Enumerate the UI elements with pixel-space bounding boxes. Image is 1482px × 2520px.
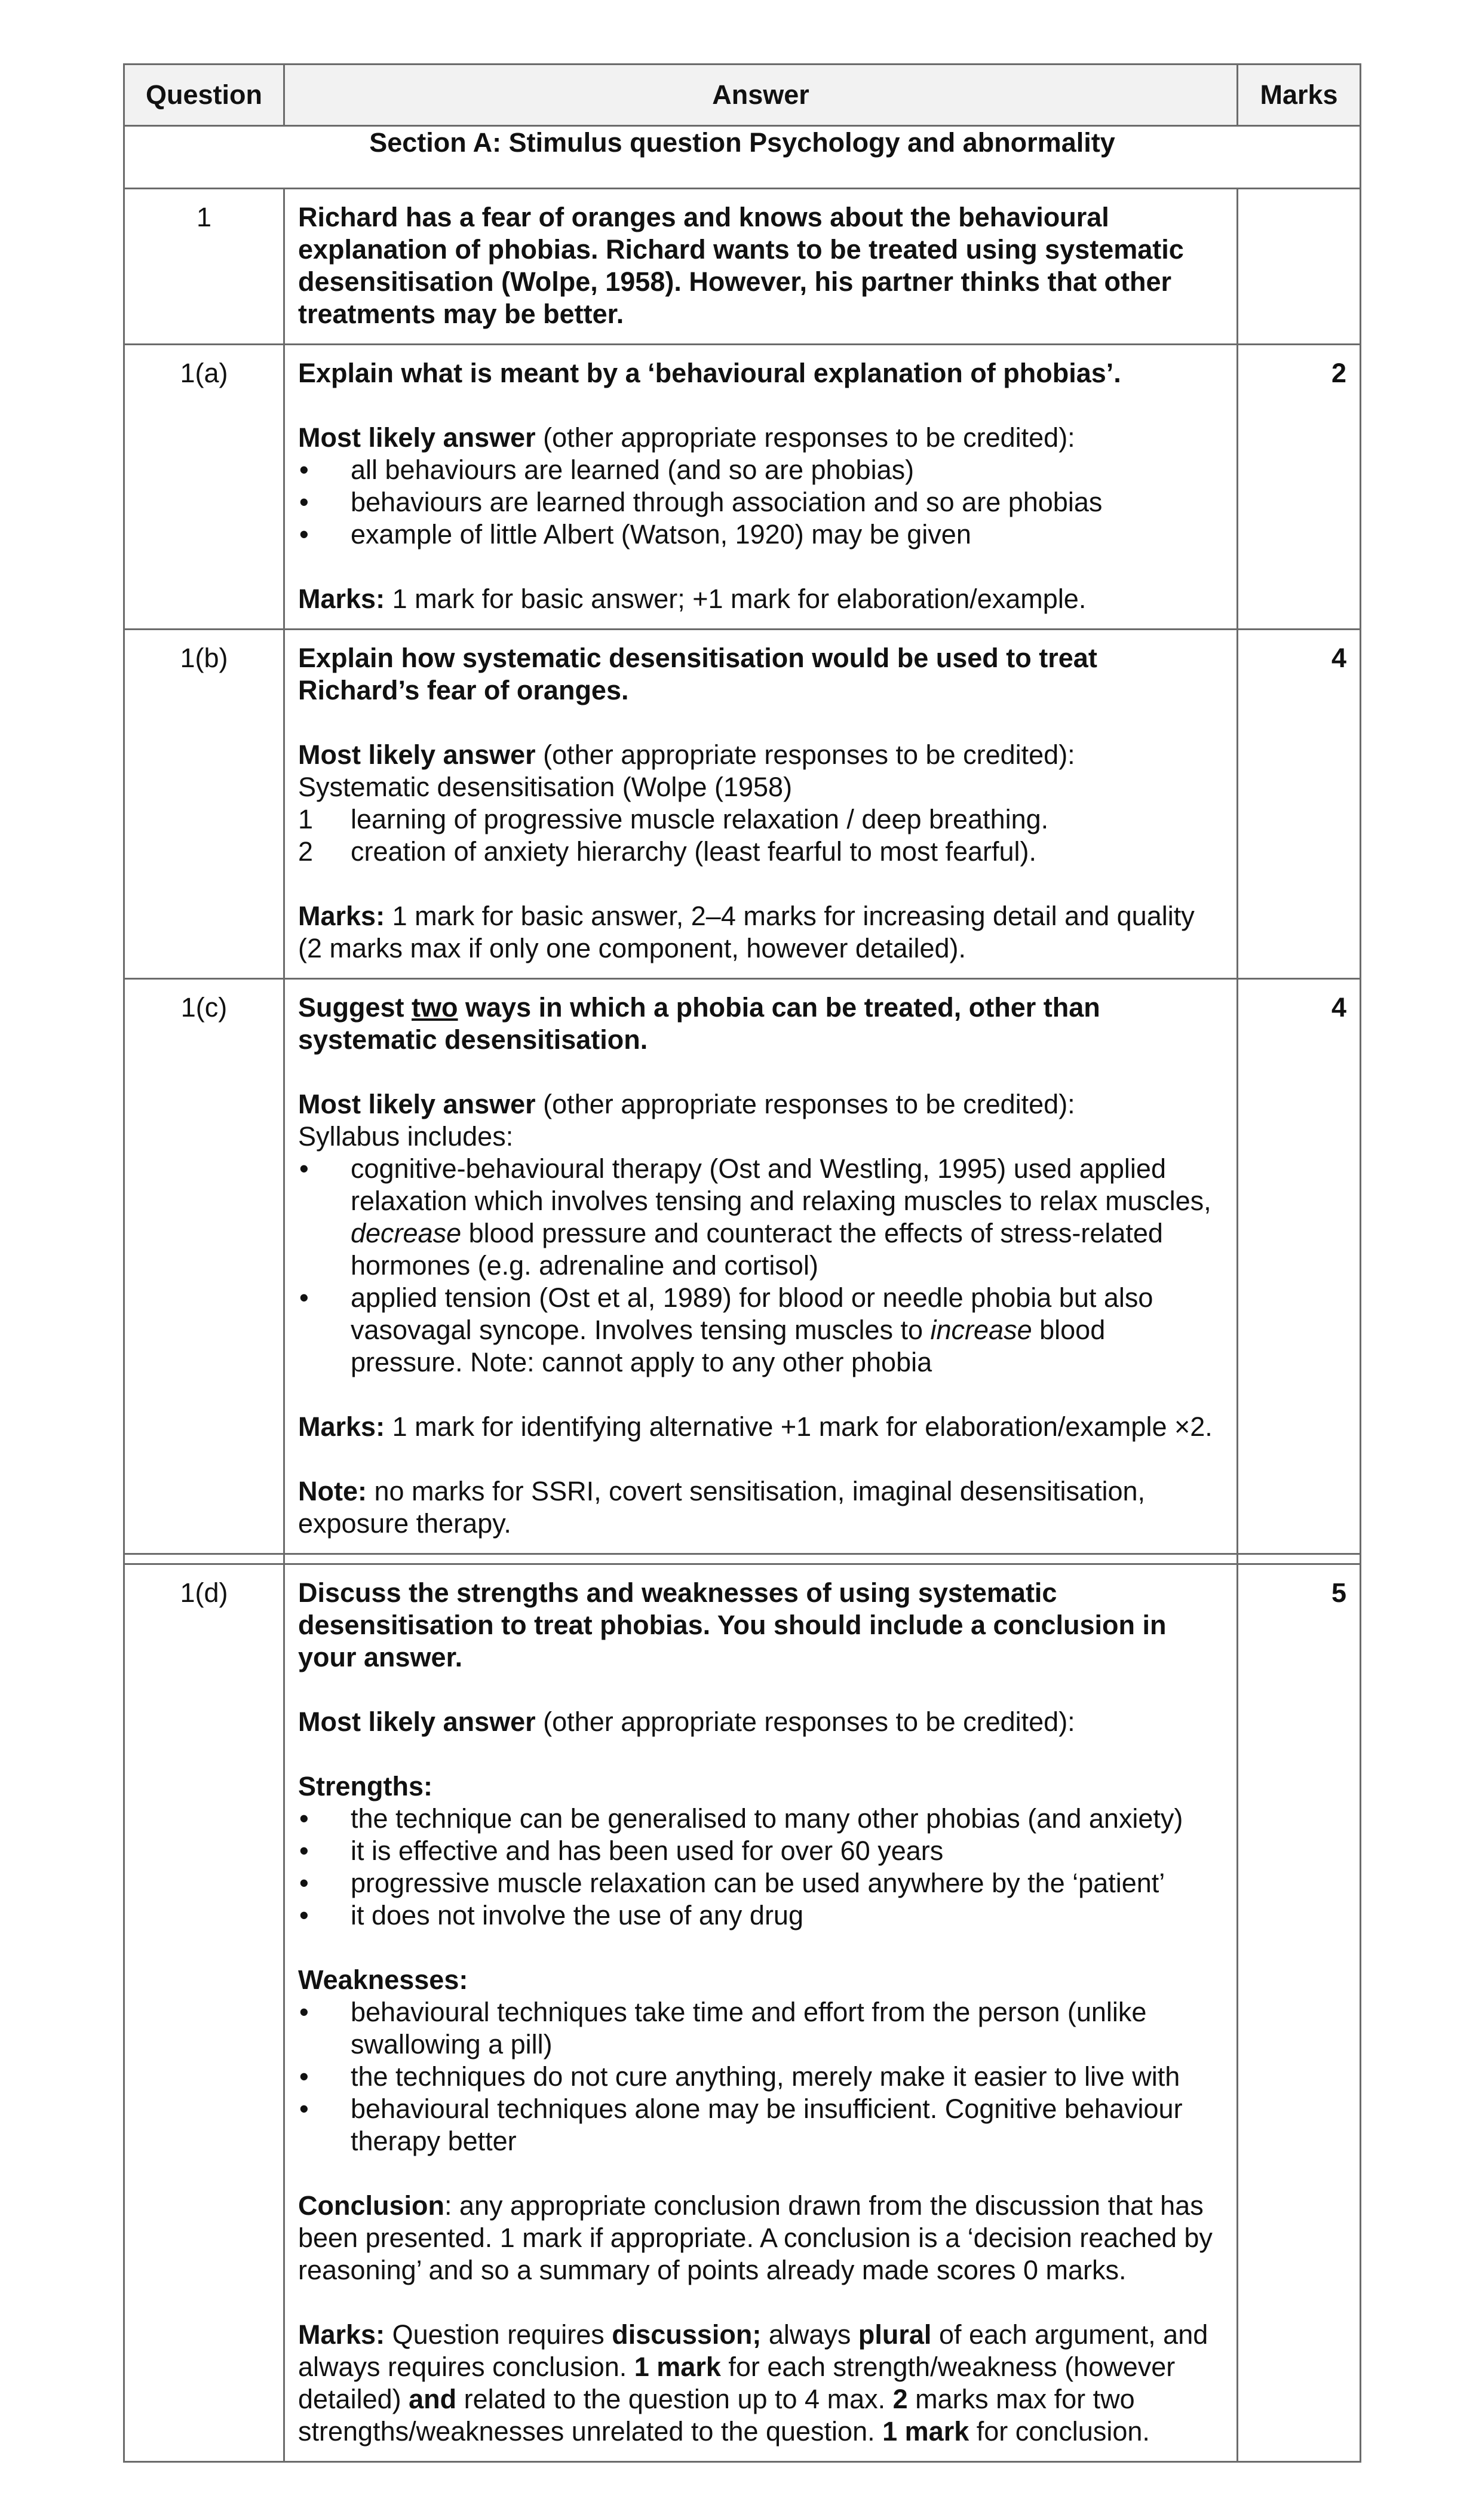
question-prompt: Discuss the strengths and weaknesses of using systematic desensitisation to treat phobias. You should include a conclusion in your answer. <box>298 1577 1167 1672</box>
table-row <box>124 345 1361 630</box>
list-item <box>298 1282 1222 1379</box>
strengths-heading: Strengths: <box>298 1771 432 1801</box>
mla-label: Most likely answer <box>298 1706 536 1737</box>
marks-text: for conclusion. <box>969 2416 1150 2447</box>
mark-scheme-table <box>123 63 1361 2463</box>
item-text: blood pressure and counteract the effects of stress-related hormones (e.g. adrenaline and cortisol) <box>351 1218 1163 1281</box>
marks-guidance <box>298 583 1222 615</box>
note-text: no marks for SSRI, covert sensitisation, imaginal desensitisation, exposure therapy. <box>298 1476 1146 1539</box>
bullet-list <box>298 1153 1222 1379</box>
mla-line <box>298 739 1222 771</box>
mla-label: Most likely answer <box>298 739 536 770</box>
question-number: 1(d) <box>124 1564 284 2462</box>
table-row <box>124 979 1361 1554</box>
row-separator <box>124 1554 1361 1564</box>
section-row <box>124 126 1361 189</box>
mla-rest: (other appropriate responses to be credited): <box>535 1706 1075 1737</box>
list-item <box>298 1153 1222 1282</box>
marks-value: 4 <box>1238 630 1361 979</box>
mla-label: Most likely answer <box>298 1089 536 1119</box>
marks-text: 1 mark for identifying alternative +1 mark for elaboration/example ×2. <box>385 1411 1213 1442</box>
item-emphasis: decrease <box>351 1218 462 1248</box>
list-item: • the techniques do not cure anything, merely make it easier to live with <box>298 2061 1222 2093</box>
marks-label: Marks: <box>298 2319 385 2350</box>
section-title: Section A: Stimulus question Psychology and abnormality <box>124 126 1361 189</box>
table-row <box>124 630 1361 979</box>
numbered-list <box>298 803 1222 868</box>
note-label: Note: <box>298 1476 367 1506</box>
marks-text: 1 mark for basic answer, 2–4 marks for increasing detail and quality (2 marks max if only one component, however detailed). <box>298 901 1195 963</box>
table-row <box>124 1564 1361 2462</box>
answer-cell <box>284 345 1238 630</box>
item-text: blood pressure. Note: cannot apply to any other phobia <box>351 1315 1106 1377</box>
weaknesses-list <box>298 1996 1222 2157</box>
marks-value: 4 <box>1238 979 1361 1554</box>
prompt-part: ways in which a phobia can be treated, other than systematic desensitisation. <box>298 992 1100 1055</box>
table-header-row <box>124 65 1361 126</box>
list-item: • behavioural techniques alone may be insufficient. Cognitive behaviour therapy better <box>298 2093 1222 2157</box>
marks-emphasis: plural <box>858 2319 932 2350</box>
marks-guidance <box>298 1411 1222 1443</box>
question-number: 1 <box>124 189 284 345</box>
marks-value: 5 <box>1238 1564 1361 2462</box>
conclusion <box>298 2190 1222 2286</box>
prompt-part: Suggest <box>298 992 412 1023</box>
mla-rest: (other appropriate responses to be credited): <box>535 422 1075 453</box>
list-item: • all behaviours are learned (and so are phobias) <box>298 454 1222 486</box>
marks-text: Question requires <box>385 2319 612 2350</box>
marks-emphasis: 2 <box>892 2384 908 2414</box>
conclusion-text: : any appropriate conclusion drawn from the discussion that has been presented. 1 mark if appropriate. A conclusion is a ‘decision reached by reasoning’ and so a summary of points already made scores 0 marks. <box>298 2190 1213 2285</box>
marks-label: Marks: <box>298 584 385 614</box>
question-number: 1(c) <box>124 979 284 1554</box>
question-prompt: Explain how systematic desensitisation would be used to treat Richard’s fear of oranges. <box>298 643 1097 705</box>
marks-emphasis: 1 mark <box>634 2352 721 2382</box>
strengths-list <box>298 1803 1222 1932</box>
list-item: • behaviours are learned through association and so are phobias <box>298 486 1222 518</box>
marks-cell <box>1238 189 1361 345</box>
answer-intro: Systematic desensitisation (Wolpe (1958) <box>298 772 793 802</box>
question-stem: Richard has a fear of oranges and knows about the behavioural explanation of phobias. Richard wants to be treated using systematic desensitisation (Wolpe, 1958). However, his partner thinks that other treatments may be better. <box>298 202 1184 329</box>
list-item <box>298 803 1222 836</box>
answer-cell <box>284 1564 1238 2462</box>
item-text: applied tension (Ost et al, 1989) for blood or needle phobia but also vasovagal syncope. Involves tensing muscles to <box>351 1282 1153 1345</box>
step-number: 2 <box>298 836 314 867</box>
list-item: • behavioural techniques take time and effort from the person (unlike swallowing a pill) <box>298 1996 1222 2061</box>
table-row <box>124 189 1361 345</box>
step-text: learning of progressive muscle relaxation / deep breathing. <box>351 804 1049 834</box>
marks-emphasis: and <box>409 2384 457 2414</box>
marks-emphasis: 1 mark <box>882 2416 969 2447</box>
list-item: • the technique can be generalised to many other phobias (and anxiety) <box>298 1803 1222 1835</box>
marks-text: for each strength/weakness (however detailed) <box>298 2352 1176 2414</box>
list-item: • it does not involve the use of any drug <box>298 1899 1222 1932</box>
marks-guidance <box>298 900 1222 965</box>
step-number: 1 <box>298 804 314 834</box>
bullet-list <box>298 454 1222 551</box>
list-item: • progressive muscle relaxation can be used anywhere by the ‘patient’ <box>298 1867 1222 1899</box>
step-text: creation of anxiety hierarchy (least fearful to most fearful). <box>351 836 1037 867</box>
list-item: • it is effective and has been used for over 60 years <box>298 1835 1222 1867</box>
prompt-underlined: two <box>412 992 458 1023</box>
conclusion-label: Conclusion <box>298 2190 444 2221</box>
list-item: • example of little Albert (Watson, 1920) may be given <box>298 518 1222 551</box>
marks-text: 1 mark for basic answer; +1 mark for elaboration/example. <box>385 584 1087 614</box>
question-prompt <box>298 992 1222 1056</box>
note <box>298 1475 1222 1540</box>
header-answer: Answer <box>284 65 1238 126</box>
list-item <box>298 836 1222 868</box>
answer-cell <box>284 979 1238 1554</box>
weaknesses-heading: Weaknesses: <box>298 1965 468 1995</box>
marks-text: related to the question up to 4 max. <box>456 2384 893 2414</box>
mla-line <box>298 1088 1222 1121</box>
mla-line <box>298 1706 1222 1738</box>
mla-rest: (other appropriate responses to be credited): <box>535 1089 1075 1119</box>
marks-text: of each argument, and always requires conclusion. <box>298 2319 1208 2382</box>
question-number: 1(b) <box>124 630 284 979</box>
question-number: 1(a) <box>124 345 284 630</box>
header-marks: Marks <box>1238 65 1361 126</box>
item-text: cognitive-behavioural therapy (Ost and Westling, 1995) used applied relaxation which involves tensing and relaxing muscles to relax muscles, <box>351 1153 1211 1216</box>
answer-intro: Syllabus includes: <box>298 1121 514 1152</box>
header-question: Question <box>124 65 284 126</box>
answer-cell <box>284 189 1238 345</box>
mla-line <box>298 422 1222 454</box>
question-prompt: Explain what is meant by a ‘behavioural explanation of phobias’. <box>298 358 1121 388</box>
marks-text: marks max for two strengths/weaknesses unrelated to the question. <box>298 2384 1135 2447</box>
item-emphasis: increase <box>930 1315 1032 1345</box>
marks-guidance <box>298 2319 1222 2448</box>
marks-label: Marks: <box>298 1411 385 1442</box>
mla-label: Most likely answer <box>298 422 536 453</box>
mla-rest: (other appropriate responses to be credited): <box>535 739 1075 770</box>
marks-value: 2 <box>1238 345 1361 630</box>
marks-text: always <box>761 2319 858 2350</box>
marks-label: Marks: <box>298 901 385 931</box>
marks-emphasis: discussion; <box>612 2319 762 2350</box>
answer-cell <box>284 630 1238 979</box>
